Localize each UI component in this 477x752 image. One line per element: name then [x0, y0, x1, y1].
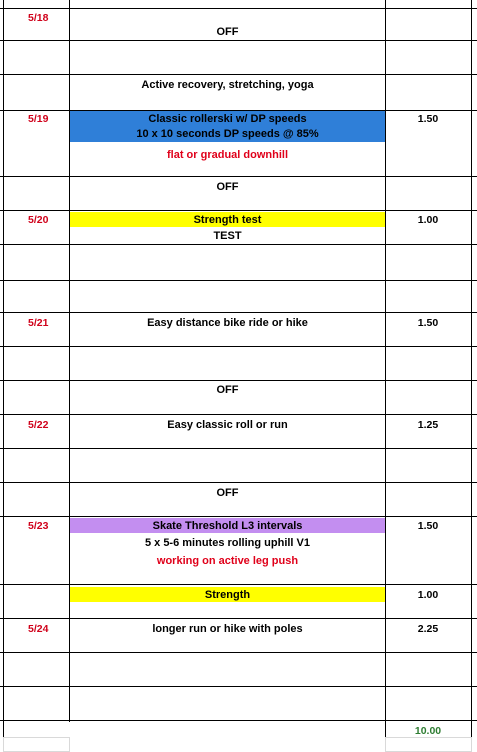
- hours-cell: 1.50: [417, 520, 439, 532]
- date-cell: 5/23: [28, 520, 49, 532]
- hours-cell: 1.25: [417, 419, 439, 431]
- grid-hline: [0, 40, 477, 41]
- workout-title: Strength test: [193, 214, 262, 226]
- grid-hline: [0, 312, 477, 313]
- grid-hline: [0, 176, 477, 177]
- workout-title: longer run or hike with poles: [152, 623, 303, 635]
- workout-title: Classic rollerski w/ DP speeds: [148, 113, 307, 125]
- workout-title: Skate Threshold L3 intervals: [152, 520, 303, 532]
- grid-hline: [0, 244, 477, 245]
- grid-hline: [0, 686, 477, 687]
- workout-detail: TEST: [213, 230, 242, 242]
- grid-hline: [0, 346, 477, 347]
- workout-note: flat or gradual downhill: [167, 149, 288, 161]
- workout-strength: Strength: [204, 589, 251, 601]
- grid-hline: [0, 414, 477, 415]
- hours-cell: 1.00: [417, 214, 439, 226]
- grid-hline: [0, 584, 477, 585]
- workout-detail: 5 x 5-6 minutes rolling uphill V1: [144, 537, 311, 549]
- workout-title: Easy classic roll or run: [167, 419, 288, 431]
- empty-cell: [385, 737, 472, 752]
- grid-hline: [0, 280, 477, 281]
- workout-detail: 10 x 10 seconds DP speeds @ 85%: [136, 128, 319, 140]
- grid-hline: [0, 448, 477, 449]
- date-cell: 5/24: [28, 623, 49, 635]
- workout-off: OFF: [216, 487, 239, 499]
- total-hours: 10.00: [414, 725, 442, 737]
- grid-hline: [0, 618, 477, 619]
- grid-hline: [0, 110, 477, 111]
- grid-hline: [0, 380, 477, 381]
- date-cell: 5/22: [28, 419, 49, 431]
- grid-hline: [0, 8, 477, 9]
- workout-off: OFF: [216, 181, 239, 193]
- date-cell: 5/20: [28, 214, 49, 226]
- hours-cell: 1.50: [417, 113, 439, 125]
- hours-cell: 2.25: [417, 623, 439, 635]
- grid-vline: [69, 0, 70, 722]
- grid-hline: [0, 482, 477, 483]
- workout-off: OFF: [216, 26, 239, 38]
- workout-title: Easy distance bike ride or hike: [147, 317, 308, 329]
- empty-cell: [3, 737, 70, 752]
- grid-hline: [0, 652, 477, 653]
- date-cell: 5/21: [28, 317, 49, 329]
- hours-cell: 1.50: [417, 317, 439, 329]
- workout-active-recovery: Active recovery, stretching, yoga: [141, 79, 314, 91]
- workout-note: working on active leg push: [156, 555, 299, 567]
- date-cell: 5/19: [28, 113, 49, 125]
- grid-hline: [0, 720, 477, 721]
- hours-cell: 1.00: [417, 589, 439, 601]
- date-cell: 5/18: [28, 12, 49, 24]
- grid-hline: [0, 210, 477, 211]
- grid-hline: [0, 74, 477, 75]
- workout-off: OFF: [216, 384, 239, 396]
- grid-hline: [0, 516, 477, 517]
